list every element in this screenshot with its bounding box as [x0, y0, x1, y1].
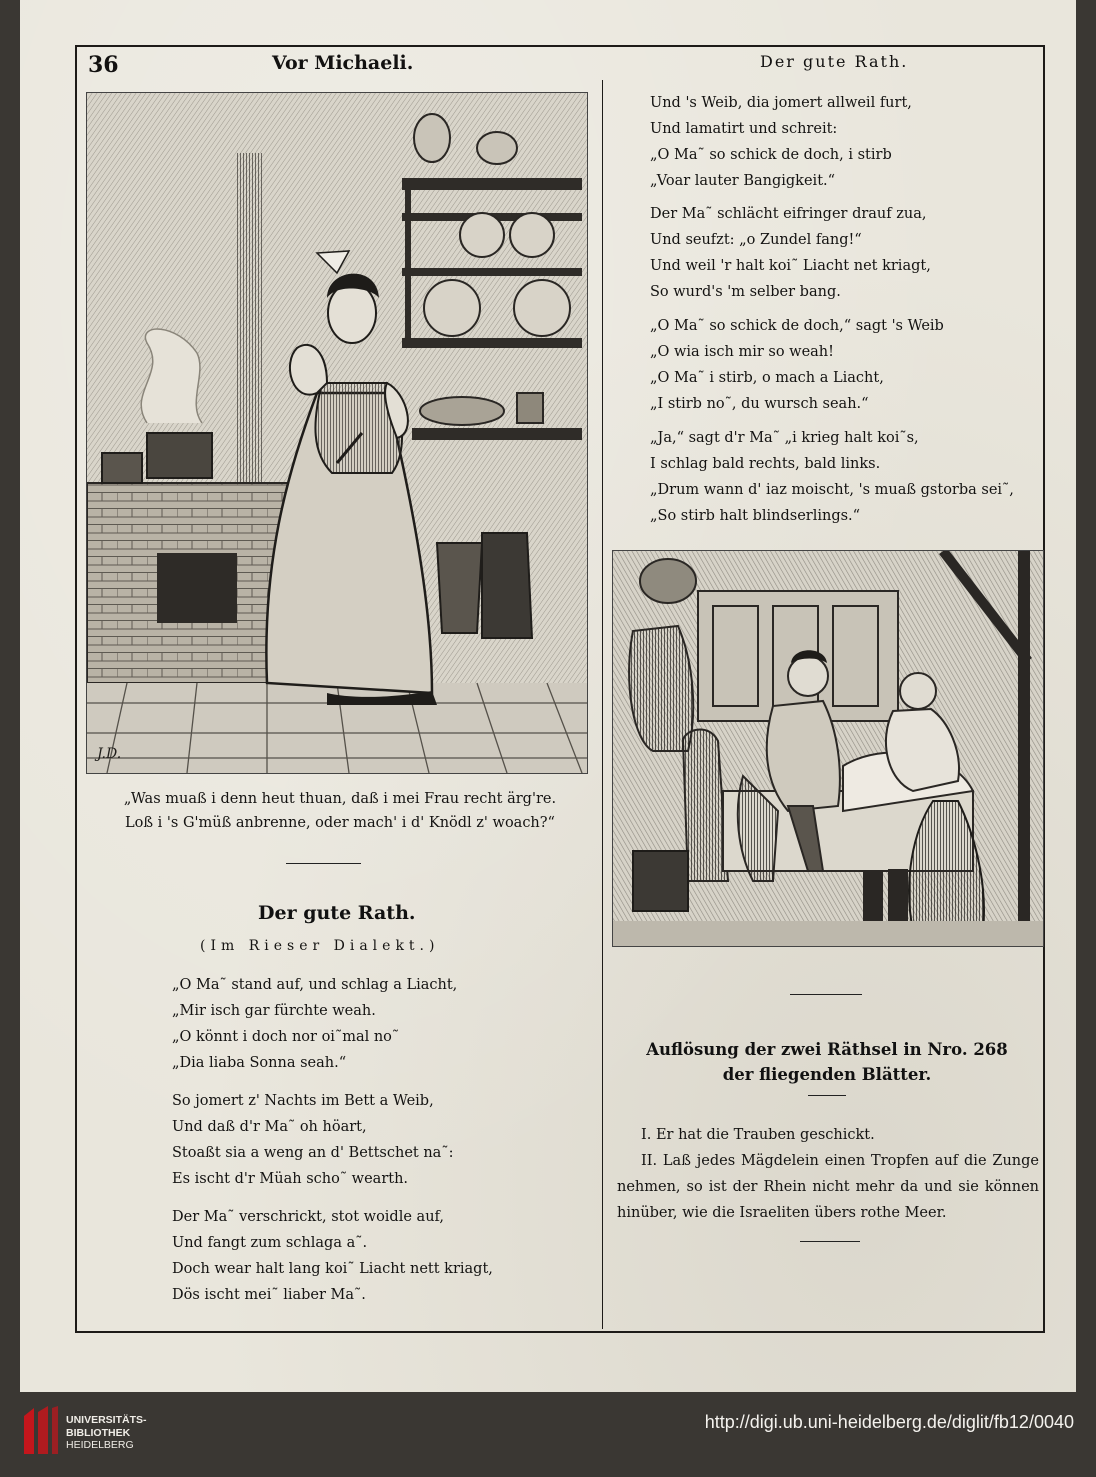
section-rule: [800, 1241, 860, 1242]
poem-line: „Mir isch gar fürchte weah.: [172, 1003, 376, 1019]
section-rule: [808, 1095, 846, 1096]
poem-line: „O Ma˜ i stirb, o mach a Liacht,: [650, 370, 884, 386]
illustration-caption: [90, 787, 590, 835]
library-name-line: HEIDELBERG: [66, 1439, 134, 1451]
poem-stanza: [650, 201, 931, 305]
poem-line: Der Ma˜ schlächt eifringer drauf zua,: [650, 206, 927, 222]
poem-line: Und seufzt: „o Zundel fang!“: [650, 232, 862, 248]
poem-line: „Ja,“ sagt d'r Ma˜ „i krieg halt koi˜s,: [650, 430, 919, 446]
caption-line: „Was muaß i denn heut thuan, daß i mei Frau recht ärg're.: [123, 791, 557, 807]
page-number: 36: [88, 52, 119, 78]
kitchen-scene-svg: [87, 93, 587, 773]
poem-line: „O Ma˜ so schick de doch, i stirb: [650, 147, 892, 163]
artist-signature: J.D.: [97, 746, 122, 762]
right-running-title: Der gute Rath.: [760, 52, 909, 71]
poem-line: „Drum wann d' iaz moischt, 's muaß gstorba sei˜,: [650, 482, 1014, 498]
poem-line: „So stirb halt blindserlings.“: [650, 508, 861, 524]
poem-line: Stoaßt sia a weng an d' Bettschet na˜:: [172, 1145, 454, 1161]
source-url-link[interactable]: http://digi.ub.uni-heidelberg.de/diglit/fb12/0040: [704, 1412, 1074, 1432]
solution-text: [617, 1122, 1039, 1226]
poem-title: Der gute Rath.: [258, 902, 416, 924]
library-name-line: UNIVERSITÄTS-: [66, 1414, 147, 1426]
poem-line: So jomert z' Nachts im Bett a Weib,: [172, 1093, 434, 1109]
section-rule: [790, 994, 862, 995]
poem-line: „I stirb no˜, du wursch seah.“: [650, 396, 869, 412]
poem-stanza: [172, 1204, 493, 1308]
solution-heading: [612, 1037, 1042, 1087]
column-divider: [602, 80, 603, 1329]
poem-line: Und weil 'r halt koi˜ Liacht net kriagt,: [650, 258, 931, 274]
library-logo-icon: [20, 1406, 60, 1458]
poem-line: Doch wear halt lang koi˜ Liacht nett kriagt,: [172, 1261, 493, 1277]
poem-stanza: [172, 1088, 453, 1192]
bedroom-couple-illustration: [612, 550, 1044, 947]
library-name-line: BIBLIOTHEK: [66, 1426, 131, 1439]
poem-stanza: [650, 90, 912, 194]
poem-line: „O Ma˜ stand auf, und schlag a Liacht,: [172, 977, 458, 993]
poem-line: „Voar lauter Bangigkeit.“: [650, 173, 836, 189]
solution-item-2: II. Laß jedes Mägdelein einen Tropfen auf die Zunge nehmen, so ist der Rhein nicht mehr da und sie können hinüber, wie die Israeliten übers rothe Meer.: [617, 1153, 1039, 1221]
poem-line: „O könnt i doch nor oi˜mal no˜: [172, 1029, 400, 1045]
poem-stanza: [650, 313, 944, 417]
poem-line: „O wia isch mir so weah!: [650, 344, 834, 360]
poem-line: „Dia liaba Sonna seah.“: [172, 1055, 347, 1071]
section-rule: [286, 863, 361, 864]
poem-line: So wurd's 'm selber bang.: [650, 284, 841, 300]
poem-line: Dös ischt mei˜ liaber Ma˜.: [172, 1287, 366, 1303]
poem-line: Und daß d'r Ma˜ oh höart,: [172, 1119, 367, 1135]
caption-line: Loß i 's G'müß anbrenne, oder mach' i d' Knödl z' woach?“: [125, 815, 555, 831]
poem-line: Der Ma˜ verschrickt, stot woidle auf,: [172, 1209, 444, 1225]
solution-heading-line: der fliegenden Blätter.: [722, 1065, 932, 1084]
poem-stanza: [172, 972, 457, 1076]
poem-line: „O Ma˜ so schick de doch,“ sagt 's Weib: [650, 318, 944, 334]
bedroom-scene-svg: [613, 551, 1043, 946]
poem-line: Es ischt d'r Müah scho˜ wearth.: [172, 1171, 409, 1187]
solution-item-1: I. Er hat die Trauben geschickt.: [641, 1127, 875, 1143]
footer-bar: [0, 1392, 1096, 1477]
poem-line: Und 's Weib, dia jomert allweil furt,: [650, 95, 912, 111]
poem-stanza: [650, 425, 1014, 529]
solution-heading-line: Auflösung der zwei Räthsel in Nro. 268: [646, 1040, 1008, 1059]
poem-dialect-note: (Im Rieser Dialekt.): [200, 938, 440, 954]
poem-line: I schlag bald rechts, bald links.: [650, 456, 881, 472]
poem-line: Und fangt zum schlaga a˜.: [172, 1235, 368, 1251]
left-page-title: Vor Michaeli.: [272, 52, 414, 74]
library-name: [66, 1414, 147, 1452]
kitchen-woman-illustration: [86, 92, 588, 774]
poem-line: Und lamatirt und schreit:: [650, 121, 838, 137]
